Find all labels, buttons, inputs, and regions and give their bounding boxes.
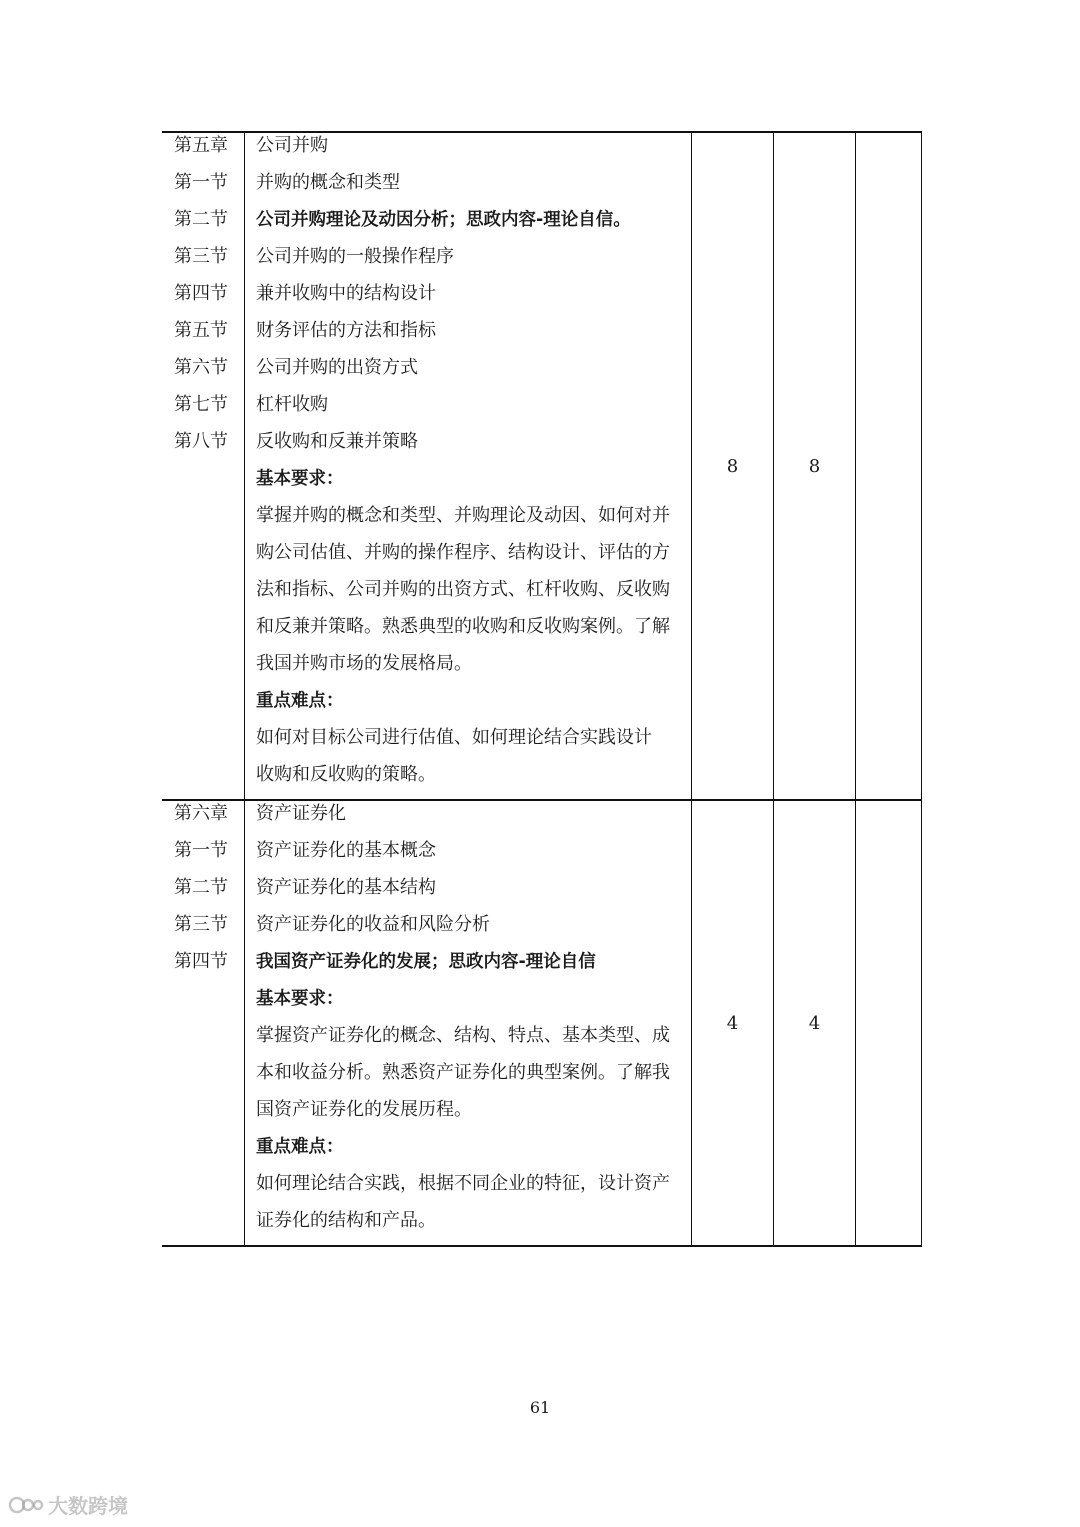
content-line: 反收购和反兼并策略 <box>256 431 418 452</box>
content-line: 如何理论结合实践，根据不同企业的特征，设计资产 <box>256 1173 670 1194</box>
section-label: 第四节 <box>174 283 228 304</box>
chapter-6-extra <box>856 800 922 1246</box>
chapter-6-row <box>162 800 922 1246</box>
content-line: 并购的概念和类型 <box>256 172 400 193</box>
content-line: 资产证券化 <box>256 803 346 824</box>
watermark-logo-icon <box>8 1495 44 1515</box>
chapter-5-extra <box>856 132 922 800</box>
content-line: 如何对目标公司进行估值、如何理论结合实践设计 <box>256 727 652 748</box>
chapter-5-hours-1 <box>692 132 774 800</box>
content-line: 购公司估值、并购的操作程序、结构设计、评估的方 <box>256 542 670 563</box>
content-line: 法和指标、公司并购的出资方式、杠杆收购、反收购 <box>256 579 670 600</box>
content-line: 资产证券化的基本概念 <box>256 840 436 861</box>
content-heading: 基本要求： <box>256 469 344 489</box>
page-number: 61 <box>529 1398 551 1417</box>
content-line: 掌握资产证券化的概念、结构、特点、基本类型、成 <box>256 1025 670 1046</box>
content-line: 资产证券化的收益和风险分析 <box>256 914 490 935</box>
watermark-text: 大数跨境 <box>48 1494 128 1518</box>
content-line: 公司并购的一般操作程序 <box>256 246 454 267</box>
content-line: 证券化的结构和产品。 <box>256 1210 436 1231</box>
chapter-5-content <box>245 132 692 800</box>
content-line: 财务评估的方法和指标 <box>256 320 436 341</box>
content-heading: 重点难点： <box>256 1137 344 1157</box>
chapter-5-row <box>162 132 922 800</box>
hours-value: 8 <box>808 455 821 477</box>
content-heading: 重点难点： <box>256 691 344 711</box>
section-label: 第八节 <box>174 431 228 452</box>
content-heading: 我国资产证券化的发展；思政内容-理论自信 <box>256 952 596 972</box>
section-label: 第二节 <box>174 209 228 230</box>
content-line: 公司并购的出资方式 <box>256 357 418 378</box>
watermark <box>8 1490 128 1519</box>
content-line: 本和收益分析。熟悉资产证券化的典型案例。了解我 <box>256 1062 670 1083</box>
chapter-6-hours-2 <box>774 800 856 1246</box>
hours-value: 4 <box>726 1012 739 1034</box>
section-label: 第三节 <box>174 246 228 267</box>
content-line: 兼并收购中的结构设计 <box>256 283 436 304</box>
content-heading: 公司并购理论及动因分析；思政内容-理论自信。 <box>256 210 631 230</box>
hours-value: 8 <box>726 455 739 477</box>
content-line: 和反兼并策略。熟悉典型的收购和反收购案例。了解 <box>256 616 670 637</box>
section-label: 第一节 <box>174 172 228 193</box>
chapter-6-labels <box>162 800 245 1246</box>
chapter-5-hours-2 <box>774 132 856 800</box>
content-line: 公司并购 <box>256 135 328 156</box>
section-label: 第五节 <box>174 320 228 341</box>
content-heading: 基本要求： <box>256 989 344 1009</box>
section-label: 第六章 <box>174 803 228 824</box>
content-line: 掌握并购的概念和类型、并购理论及动因、如何对并 <box>256 505 670 526</box>
chapter-6-hours-1 <box>692 800 774 1246</box>
section-label: 第六节 <box>174 357 228 378</box>
hours-value: 4 <box>808 1012 821 1034</box>
chapter-5-labels <box>162 132 245 800</box>
section-label: 第五章 <box>174 135 228 156</box>
syllabus-table <box>162 131 922 1247</box>
section-label: 第四节 <box>174 951 228 972</box>
section-label: 第二节 <box>174 877 228 898</box>
chapter-6-content <box>245 800 692 1246</box>
content-line: 资产证券化的基本结构 <box>256 877 436 898</box>
section-label: 第一节 <box>174 840 228 861</box>
content-line: 我国并购市场的发展格局。 <box>256 653 472 674</box>
section-label: 第七节 <box>174 394 228 415</box>
content-line: 国资产证券化的发展历程。 <box>256 1099 472 1120</box>
content-line: 收购和反收购的策略。 <box>256 764 436 785</box>
content-line: 杠杆收购 <box>256 394 328 415</box>
section-label: 第三节 <box>174 914 228 935</box>
